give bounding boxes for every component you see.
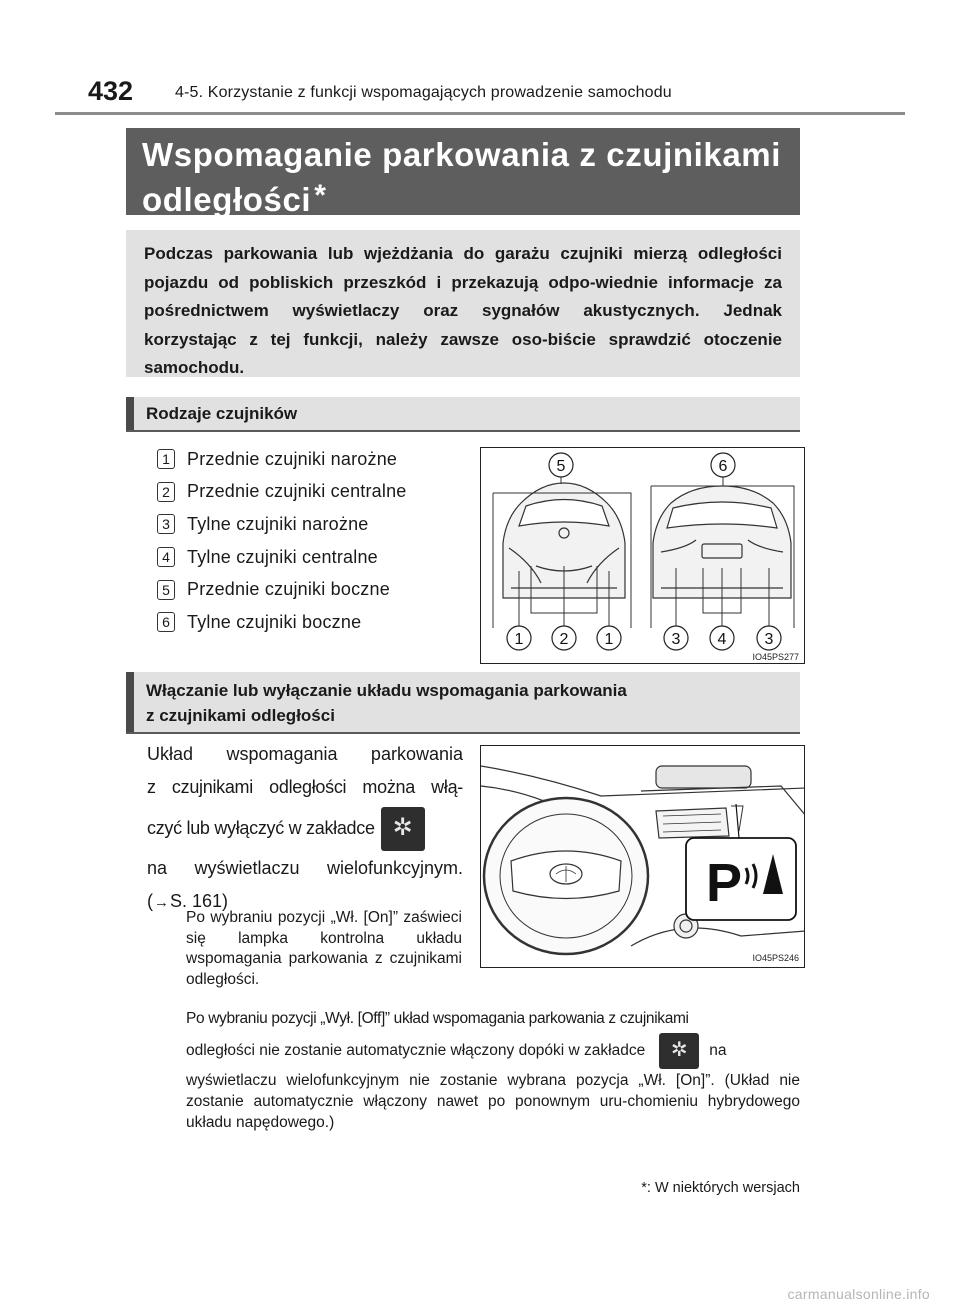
- section-accent: [126, 397, 134, 430]
- running-header: 4-5. Korzystanie z funkcji wspomagających prowadzenie samochodu: [175, 84, 672, 101]
- page-title-line2: odległości: [142, 181, 312, 218]
- note-line: na: [709, 1042, 727, 1059]
- list-item-label: Tylne czujniki narożne: [187, 513, 369, 534]
- arrow-icon: →: [154, 894, 169, 911]
- callout-label: 3: [671, 631, 681, 648]
- callout-label: 3: [764, 631, 774, 648]
- callout-label: 6: [718, 458, 728, 475]
- list-item: [157, 606, 407, 639]
- list-item-label: Tylne czujniki centralne: [187, 546, 378, 567]
- number-badge: 2: [157, 482, 175, 502]
- note-line: Po wybraniu pozycji „Wył. [Off]” układ wspomagania parkowania z czujnikami: [186, 1010, 689, 1027]
- figure-code: IO45PS277: [752, 652, 799, 662]
- sensor-list: [157, 443, 407, 639]
- body-line: na wyświetlaczu wielofunkcyjnym.: [147, 858, 463, 878]
- number-badge: 6: [157, 612, 175, 632]
- parking-indicator-letter: P: [706, 853, 743, 913]
- paren-open: (: [147, 891, 153, 911]
- note-on: Po wybraniu pozycji „Wł. [On]” zaświeci się lampka kontrolna układu wspomagania parkowania z czujnikami odległości.: [186, 909, 462, 988]
- figure-dashboard: [480, 745, 805, 968]
- number-badge: 1: [157, 449, 175, 469]
- footnote-text: : W niektórych wersjach: [646, 1180, 800, 1196]
- page-reference-link[interactable]: S. 161): [170, 891, 229, 911]
- note-line: wyświetlaczu wielofunkcyjnym nie zostanie wybrana pozycja „Wł. [On]”. (Układ nie zostanie automatycznie włączony nawet po ponownym uru-chomieniu hybrydowego układu napędowego.): [186, 1072, 800, 1131]
- callout-label: 4: [717, 631, 727, 648]
- page-title-line1: Wspomaganie parkowania z czujnikami: [142, 136, 781, 173]
- car-front-rear-illustration: [481, 448, 805, 664]
- list-item-label: Tylne czujniki boczne: [187, 611, 362, 632]
- list-item-label: Przednie czujniki narożne: [187, 448, 398, 469]
- page-number: 432: [88, 76, 134, 106]
- watermark: carmanualsonline.info: [787, 1286, 930, 1302]
- list-item-label: Przednie czujniki centralne: [187, 481, 407, 502]
- list-item-label: Przednie czujniki boczne: [187, 579, 390, 600]
- gear-icon: ✲: [670, 1039, 688, 1062]
- number-badge: 5: [157, 580, 175, 600]
- callout-label: 5: [556, 458, 566, 475]
- gear-icon: ✲: [392, 814, 413, 842]
- title-footnote-marker: *: [314, 179, 327, 212]
- body-text: [147, 738, 463, 919]
- section-title-line1: Włączanie lub wyłączanie układu wspomagania parkowania: [146, 681, 627, 700]
- section-header-toggle: [126, 672, 800, 734]
- note-line: odległości nie zostanie automatycznie włączony dopóki w zakładce: [186, 1042, 646, 1059]
- callout-label: 1: [514, 631, 524, 648]
- list-item: [157, 541, 407, 574]
- footnote: [641, 1180, 800, 1196]
- figure-code: IO45PS246: [752, 953, 799, 963]
- list-item: [157, 573, 407, 606]
- footnote-marker: *: [641, 1180, 647, 1196]
- section-title: Rodzaje czujników: [146, 404, 298, 423]
- callout-label: 2: [559, 631, 569, 648]
- settings-tab-icon: [659, 1033, 699, 1069]
- callout-label: 1: [604, 631, 614, 648]
- number-badge: 3: [157, 514, 175, 534]
- body-line: Układ wspomagania parkowania: [147, 744, 463, 764]
- note-off: [186, 1008, 800, 1133]
- body-line: czyć lub wyłączyć w zakładce: [147, 818, 375, 838]
- list-item: [157, 443, 407, 476]
- section-title-line2: z czujnikami odległości: [146, 706, 335, 725]
- header-rule: [55, 112, 905, 115]
- list-item: [157, 476, 407, 509]
- section-accent: [126, 672, 134, 732]
- page-title: [126, 128, 800, 218]
- dashboard-illustration: [481, 746, 805, 968]
- settings-tab-icon: [381, 807, 425, 851]
- number-badge: 4: [157, 547, 175, 567]
- section-header-sensor-types: [126, 397, 800, 432]
- list-item: [157, 508, 407, 541]
- figure-sensor-locations: [480, 447, 805, 664]
- body-line: z czujnikami odległości można włą-: [147, 777, 463, 797]
- intro-box: Podczas parkowania lub wjeżdżania do garażu czujniki mierzą odległości pojazdu od pobliskich przeszkód i przekazują odpo-wiednie informacje za pośrednictwem wyświetlaczy oraz sygnałów akustycznych. Jednak korzystając z tej funkcji, należy zawsze oso-biście sprawdzić otoczenie samochodu.: [126, 230, 800, 377]
